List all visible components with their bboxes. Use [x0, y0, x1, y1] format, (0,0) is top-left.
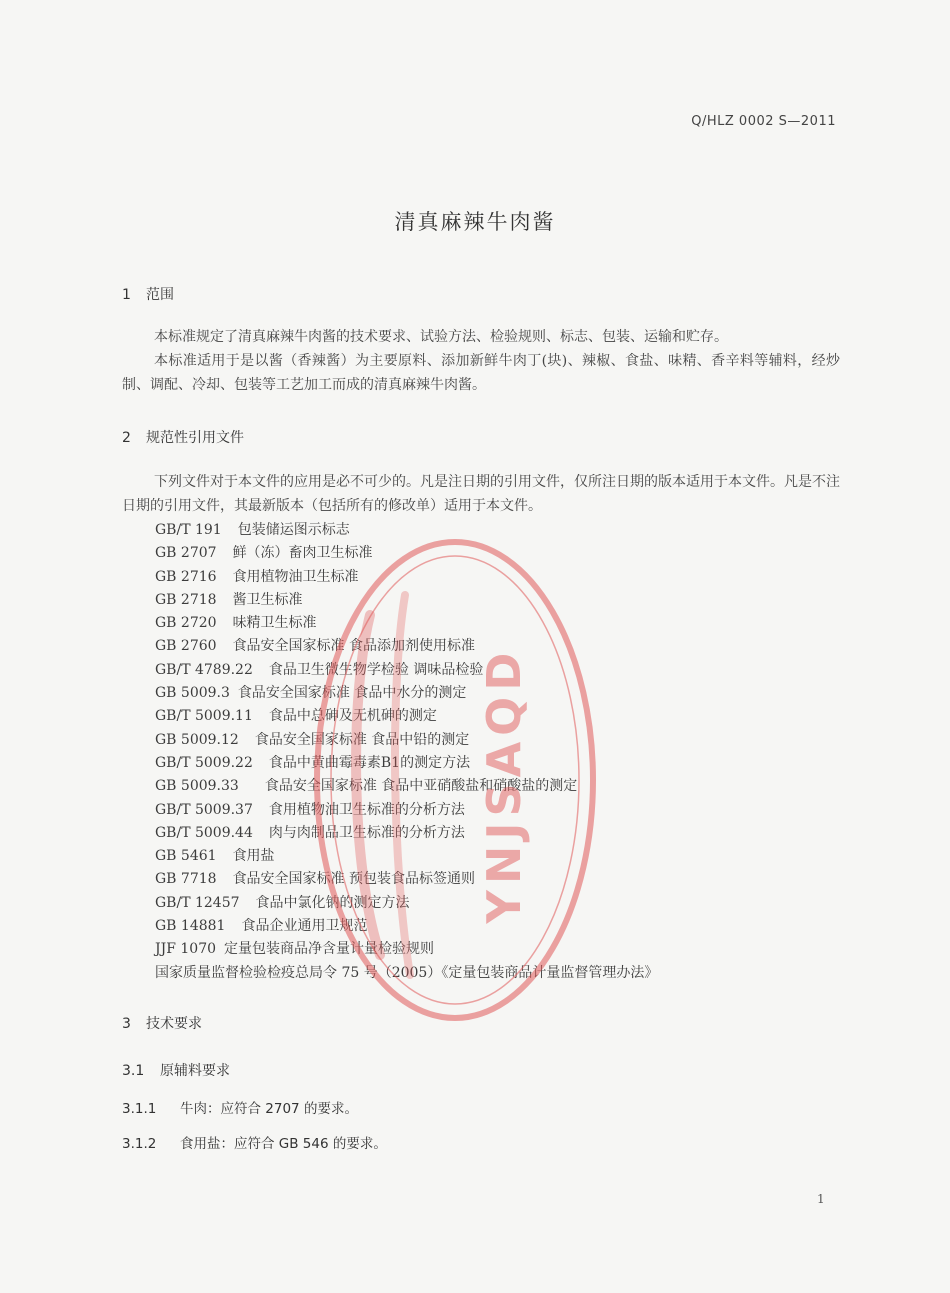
reference-item: [155, 729, 658, 752]
reference-code: GB/T 12457: [155, 894, 240, 911]
clause-text: 食用盐：应符合 GB 546 的要求。: [180, 1136, 387, 1152]
reference-title: 包装储运图示标志: [237, 522, 350, 538]
reference-item: [155, 799, 658, 822]
reference-code: GB 2720: [155, 615, 217, 632]
scope-paragraph-2: 本标准适用于是以酱（香辣酱）为主要原料、添加新鲜牛肉丁(块)、辣椒、食盐、味精、香辛料等辅料，经炒制、调配、冷却、包装等工艺加工而成的清真麻辣牛肉酱。: [122, 353, 840, 393]
clause-number: 3.1.1: [122, 1101, 157, 1117]
reference-title: 食品安全国家标准 食品中铅的测定: [254, 731, 470, 748]
reference-item: [155, 938, 658, 961]
reference-item: [155, 845, 658, 868]
reference-code: GB 14881: [155, 918, 226, 935]
reference-code: GB 5009.3: [155, 685, 230, 702]
reference-code: GB 2760: [155, 638, 217, 655]
reference-title: 食品中氯化钠的测定方法: [255, 894, 410, 911]
reference-item: [155, 542, 658, 565]
reference-item: [155, 635, 658, 658]
reference-title: 食品安全国家标准 食品中亚硝酸盐和硝酸盐的测定: [264, 778, 578, 795]
reference-item: [155, 752, 658, 775]
reference-title: 国家质量监督检验检疫总局令 75 号（2005）《定量包装商品计量监督管理办法》: [155, 964, 659, 981]
section-2-heading: [122, 427, 244, 447]
reference-title: 食用植物油卫生标准: [232, 568, 359, 585]
reference-title: 食品卫生微生物学检验 调味品检验: [268, 661, 484, 678]
section-number: 2: [122, 430, 131, 446]
reference-title: 食品中总砷及无机砷的测定: [268, 708, 437, 725]
reference-item: [155, 915, 658, 938]
reference-code: GB 5009.33: [155, 778, 239, 795]
document-title: 清真麻辣牛肉酱: [394, 210, 556, 234]
section-3-heading: [122, 1013, 202, 1033]
section-title: 技术要求: [146, 1016, 202, 1032]
reference-code: GB/T 5009.37: [155, 801, 253, 818]
reference-title: 肉与肉制品卫生标准的分析方法: [268, 824, 465, 841]
section-number: 1: [122, 287, 131, 303]
reference-code: GB 7718: [155, 871, 217, 888]
reference-list: [155, 519, 658, 985]
reference-item: [155, 822, 658, 845]
reference-title: 味精卫生标准: [232, 615, 317, 632]
clause-text: 牛肉：应符合 2707 的要求。: [180, 1101, 358, 1117]
reference-code: GB 2707: [155, 545, 217, 562]
reference-title: 食用盐: [232, 848, 275, 865]
clause-3-1-1: [122, 1097, 358, 1117]
reference-item: [155, 612, 658, 635]
reference-item: [155, 775, 658, 798]
reference-code: GB/T 4789.22: [155, 661, 253, 678]
reference-item: [155, 868, 658, 891]
reference-item: [155, 705, 658, 728]
clause-3-1-2: [122, 1132, 387, 1152]
reference-code: GB 2718: [155, 591, 217, 608]
reference-title: 食品中黄曲霉毒素B1的测定方法: [268, 754, 471, 771]
reference-item: [155, 566, 658, 589]
reference-title: 鲜（冻）畜肉卫生标准: [232, 545, 373, 562]
reference-title: 食品安全国家标准 预包装食品标签通则: [232, 871, 476, 888]
section-title: 原辅料要求: [160, 1063, 230, 1079]
scope-paragraph-1: 本标准规定了清真麻辣牛肉酱的技术要求、试验方法、检验规则、标志、包装、运输和贮存。: [154, 329, 728, 345]
reference-title: 食品安全国家标准 食品中水分的测定: [237, 685, 467, 702]
reference-item: [155, 589, 658, 612]
reference-code: JJF 1070: [155, 941, 217, 958]
reference-title: 食品安全国家标准 食品添加剂使用标准: [232, 638, 476, 655]
section-title: 范围: [146, 287, 174, 303]
section-3-1-heading: [122, 1060, 230, 1080]
reference-item: [155, 962, 658, 985]
reference-title: 定量包装商品净含量计量检验规则: [224, 941, 435, 958]
reference-code: GB/T 5009.22: [155, 754, 253, 771]
reference-code: GB/T 5009.44: [155, 824, 253, 841]
clause-number: 3.1.2: [122, 1136, 157, 1152]
section-title: 规范性引用文件: [146, 430, 244, 446]
standard-code: Q/HLZ 0002 S—2011: [691, 114, 836, 129]
reference-code: GB 5461: [155, 848, 217, 865]
reference-code: GB/T 191: [155, 522, 222, 538]
reference-title: 食用植物油卫生标准的分析方法: [268, 801, 465, 818]
seal-letters: YNJSAQD: [477, 646, 531, 924]
section-1-heading: [122, 284, 174, 304]
reference-item: [155, 892, 658, 915]
reference-code: GB 2716: [155, 568, 217, 585]
section-number: 3.1: [122, 1063, 145, 1079]
reference-item: [155, 659, 658, 682]
normative-refs-intro: 下列文件对于本文件的应用是必不可少的。凡是注日期的引用文件，仅所注日期的版本适用于本文件。凡是不注日期的引用文件，其最新版本（包括所有的修改单）适用于本文件。: [122, 474, 840, 514]
reference-item: [155, 519, 658, 542]
reference-code: GB/T 5009.11: [155, 708, 253, 725]
reference-item: [155, 682, 658, 705]
reference-code: GB 5009.12: [155, 731, 239, 748]
reference-title: 酱卫生标准: [232, 591, 303, 608]
section-number: 3: [122, 1016, 131, 1032]
page-number: 1: [817, 1192, 825, 1206]
reference-title: 食品企业通用卫规范: [241, 918, 368, 935]
